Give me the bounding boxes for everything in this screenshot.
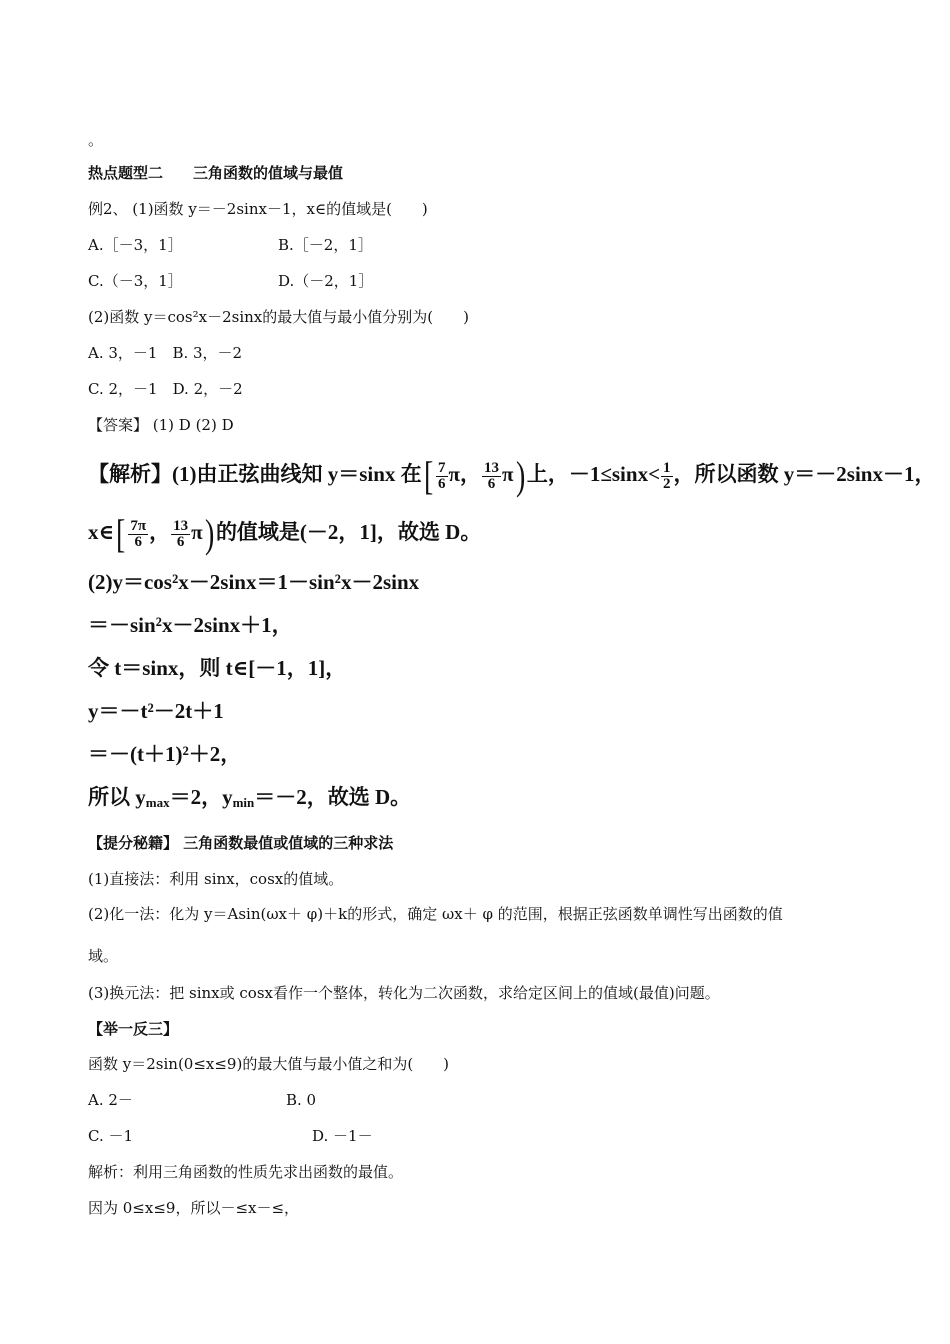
fraction-13-6 bbox=[482, 461, 501, 492]
practice-option-d: D. －1－ bbox=[312, 1127, 373, 1145]
analysis-line-1 bbox=[88, 453, 936, 498]
frac-den: 6 bbox=[134, 533, 142, 550]
option-a: A.［－3，1］ bbox=[88, 236, 183, 254]
right-paren: ) bbox=[515, 453, 525, 498]
fraction-1-2 bbox=[661, 461, 673, 492]
tip-2: (2)化一法：化为 y＝Asin(ωx＋ φ)＋k的形式，确定 ωx＋ φ 的范围，根据正弦函数单调性写出函数的值 bbox=[88, 905, 783, 923]
fraction-13-6 bbox=[171, 519, 190, 550]
frac-den: 6 bbox=[487, 475, 496, 492]
subscript-max: max bbox=[145, 795, 170, 810]
left-bracket: [ bbox=[423, 453, 434, 498]
pi-symbol: π bbox=[448, 461, 461, 486]
frac-num: 13 bbox=[173, 517, 189, 534]
analysis-l8-text-b: ＝2，y bbox=[169, 785, 233, 809]
frac-num: 7 bbox=[438, 459, 446, 476]
tip-1: (1)直接法：利用 sinx，cosx的值域。 bbox=[88, 870, 344, 888]
frac-den: 6 bbox=[176, 533, 185, 550]
analysis-line-3: (2)y＝cos²x－2sinx＝1－sin²x－2sinx bbox=[88, 570, 420, 594]
fraction-7-6 bbox=[436, 461, 448, 492]
analysis-l2-text-b: 的值域是(－2，1]，故选 D。 bbox=[215, 519, 482, 544]
right-paren: ) bbox=[204, 511, 214, 556]
analysis-l1-text-a: 【解析】(1)由正弦曲线知 y＝sinx 在 bbox=[88, 461, 422, 486]
analysis-l1-text-c: ，所以函数 y＝－2sinx－1， bbox=[673, 461, 936, 486]
practice-stem: 函数 y＝2sin(0≤x≤9)的最大值与最小值之和为( ) bbox=[88, 1055, 450, 1073]
tip-3: (3)换元法：把 sinx或 cosx看作一个整体，转化为二次函数，求给定区间上的值域(最值)问题。 bbox=[88, 984, 720, 1002]
practice-option-a: A. 2－ bbox=[88, 1091, 133, 1109]
analysis-l8-text-c: ＝－2，故选 D。 bbox=[254, 785, 412, 809]
frac-den: 2 bbox=[663, 475, 671, 492]
frac-num: 7π bbox=[130, 517, 147, 534]
analysis-line-2 bbox=[88, 511, 482, 556]
options-2-ab: A. 3，－1 B. 3，－2 bbox=[88, 344, 243, 362]
analysis-line-6: y＝－t²－2t＋1 bbox=[88, 699, 224, 723]
example-2-stem-2: (2)函数 y＝cos²x－2sinx的最大值与最小值分别为( ) bbox=[88, 308, 469, 326]
analysis-line-4: ＝－sin²x－2sinx＋1， bbox=[88, 613, 293, 637]
comma: ， bbox=[149, 519, 171, 544]
analysis-l2-text-a: x∈ bbox=[88, 519, 115, 544]
options-2-cd: C. 2，－1 D. 2，－2 bbox=[88, 380, 243, 398]
analysis-line-7: ＝－(t＋1)²＋2， bbox=[88, 742, 242, 766]
comma: ， bbox=[460, 461, 482, 486]
practice-option-c: C. －1 bbox=[88, 1127, 134, 1145]
answer-line: 【答案】 (1) D (2) D bbox=[88, 416, 234, 434]
pi-symbol: π bbox=[191, 519, 203, 544]
analysis-line-8 bbox=[88, 783, 411, 817]
pi-symbol: π bbox=[502, 461, 514, 486]
top-mark: 。 bbox=[88, 131, 104, 149]
practice-title: 【举一反三】 bbox=[88, 1020, 179, 1038]
frac-num: 13 bbox=[484, 459, 500, 476]
left-bracket: [ bbox=[116, 511, 126, 556]
analysis-l8-text-a: 所以 y bbox=[88, 785, 146, 809]
practice-option-b: B. 0 bbox=[286, 1091, 317, 1109]
tip-2-continued: 域。 bbox=[88, 947, 119, 965]
section-title: 热点题型二 三角函数的值域与最值 bbox=[88, 164, 344, 182]
example-2-stem: 例2、 (1)函数 y＝－2sinx－1，x∈的值域是( ) bbox=[88, 200, 428, 218]
solution-line-2: 因为 0≤x≤9，所以－≤x－≤， bbox=[88, 1199, 300, 1217]
tips-title: 【提分秘籍】 三角函数最值或值域的三种求法 bbox=[88, 834, 394, 852]
solution-line-1: 解析：利用三角函数的性质先求出函数的最值。 bbox=[88, 1163, 404, 1181]
frac-num: 1 bbox=[663, 459, 671, 476]
option-d: D.（－2，1］ bbox=[278, 272, 374, 290]
subscript-min: min bbox=[232, 795, 255, 810]
fraction-7pi-6 bbox=[128, 519, 148, 550]
option-c: C.（－3，1］ bbox=[88, 272, 183, 290]
analysis-line-5: 令 t＝sinx，则 t∈[－1，1]， bbox=[88, 656, 347, 680]
option-b: B.［－2，1］ bbox=[278, 236, 373, 254]
frac-den: 6 bbox=[438, 475, 446, 492]
analysis-l1-text-b: 上，－1≤sinx< bbox=[526, 461, 661, 486]
